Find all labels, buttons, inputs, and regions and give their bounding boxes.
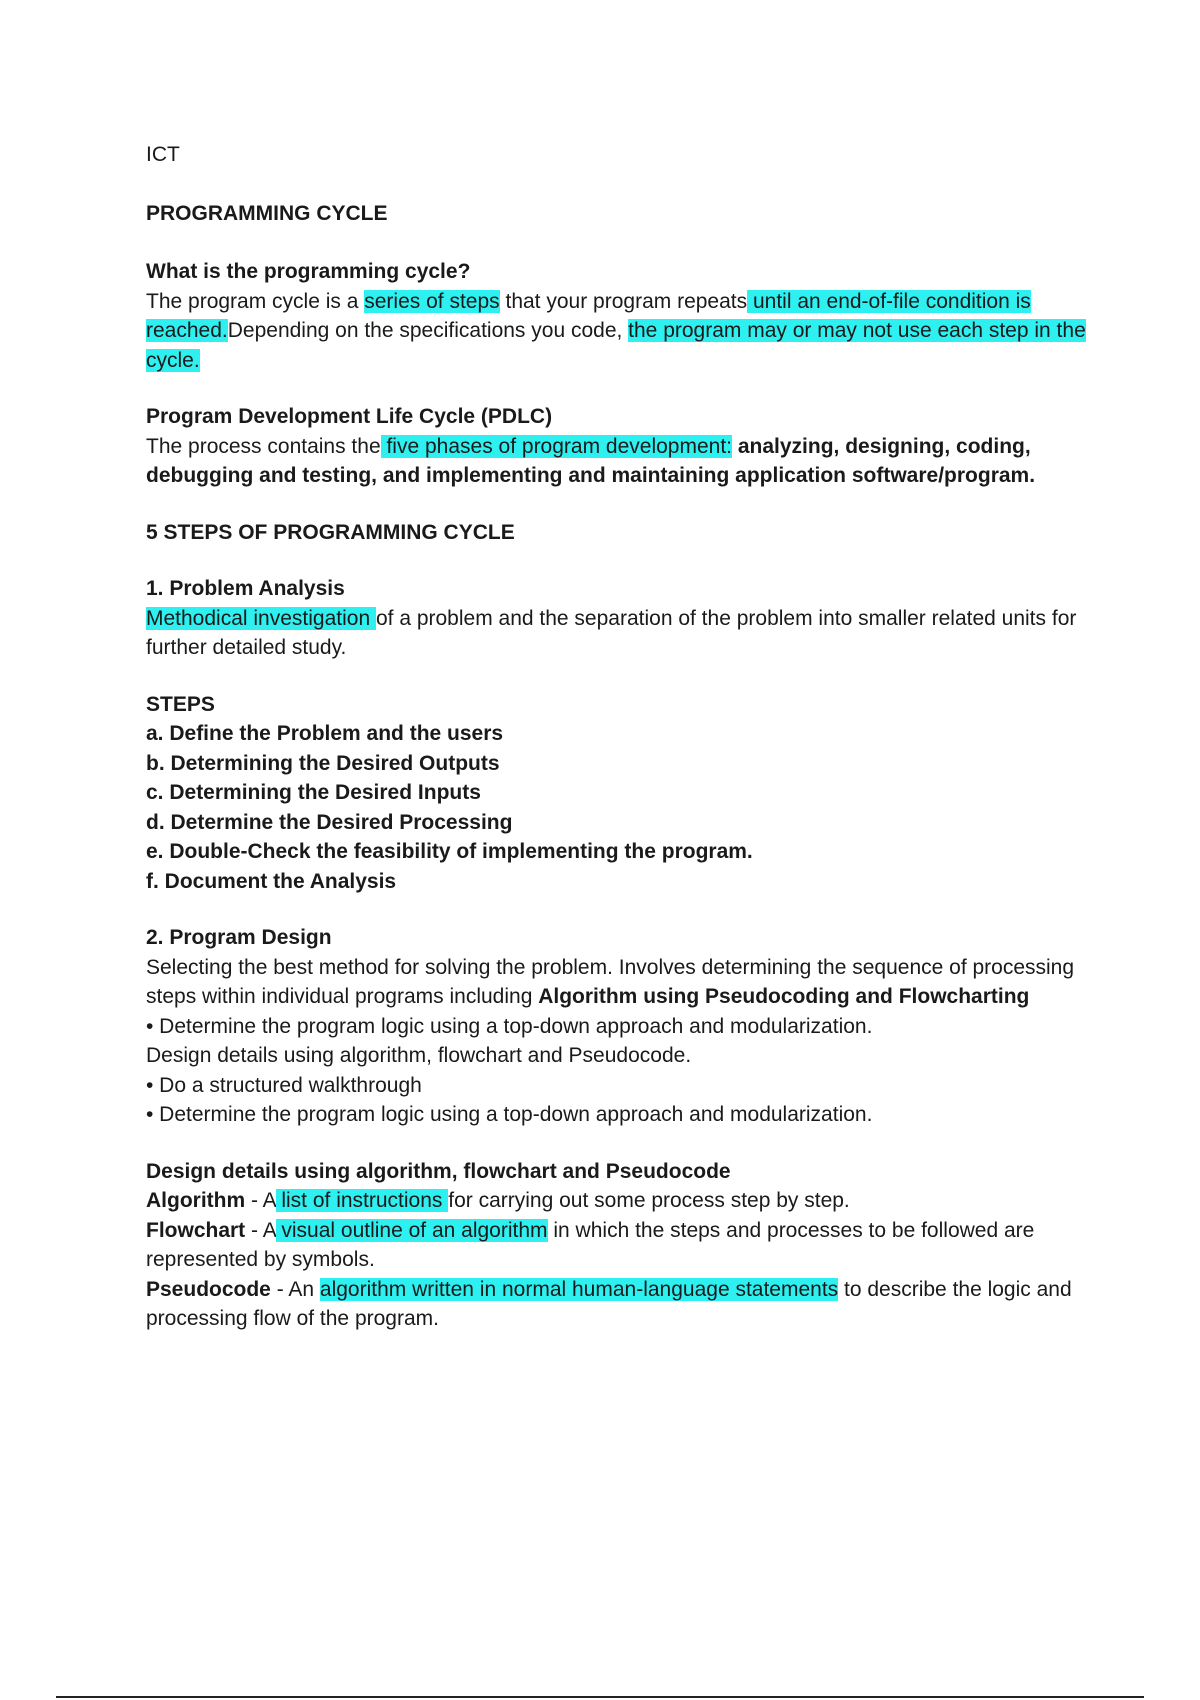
problem-analysis-paragraph <box>146 604 1106 663</box>
footer-divider <box>56 1696 1144 1698</box>
pseudocode-post: to describe the logic and processing flow of the program. <box>146 1277 1072 1330</box>
pdlc-phases-list: analyzing, designing, coding, debugging and testing, and implementing and maintaining application software/program. <box>146 434 1036 487</box>
design-bullet-4: • Determine the program logic using a top-down approach and modularization. <box>146 1103 873 1126</box>
step-item-e: e. Double-Check the feasibility of implementing the program. <box>146 840 753 863</box>
step-item-a: a. Define the Problem and the users <box>146 722 504 745</box>
pdlc-heading: Program Development Life Cycle (PDLC) <box>146 405 553 428</box>
subject-label: ICT <box>146 143 180 166</box>
algorithm-pre: - A <box>245 1189 276 1212</box>
highlight-algorithm-written: algorithm written in normal human-language statements <box>319 1277 839 1301</box>
highlight-may-or-may-not: the program may or may not use each step in the cycle. <box>146 319 1086 372</box>
program-design-heading: 2. Program Design <box>146 926 332 949</box>
pdlc-text-1: The process contains the <box>146 434 381 458</box>
pseudocode-pre: - An <box>270 1277 320 1301</box>
highlight-series-of-steps: series of steps <box>364 289 500 313</box>
page-title: PROGRAMMING CYCLE <box>146 201 388 225</box>
program-design-bold: Algorithm using Pseudocoding and Flowcharting <box>538 985 1030 1008</box>
step-item-b: b. Determining the Desired Outputs <box>146 751 500 775</box>
highlight-methodical-investigation: Methodical investigation <box>146 606 376 630</box>
what-is-heading: What is the programming cycle? <box>146 260 471 283</box>
what-is-text-2: that your program repeats <box>499 289 748 313</box>
what-is-text-3: Depending on the specifications you code, <box>227 319 629 342</box>
design-bullet-3: • Do a structured walkthrough <box>146 1073 422 1097</box>
steps-heading: STEPS <box>146 692 215 716</box>
highlight-five-phases: five phases of program development: <box>380 434 733 458</box>
flowchart-definition <box>146 1216 1106 1275</box>
step-item-c: c. Determining the Desired Inputs <box>146 781 481 804</box>
step-item-d: d. Determine the Desired Processing <box>146 810 513 834</box>
algorithm-term: Algorithm <box>146 1189 246 1212</box>
problem-analysis-heading: 1. Problem Analysis <box>146 577 345 600</box>
pseudocode-definition <box>146 1275 1106 1334</box>
highlight-visual-outline: visual outline of an algorithm <box>275 1218 548 1242</box>
program-design-paragraph <box>146 953 1106 1012</box>
highlight-list-of-instructions: list of instructions <box>275 1189 449 1212</box>
pseudocode-term: Pseudocode <box>146 1277 271 1301</box>
steps-section-title: 5 STEPS OF PROGRAMMING CYCLE <box>146 520 515 544</box>
step-item-f: f. Document the Analysis <box>146 869 397 893</box>
design-details-heading: Design details using algorithm, flowchart and Pseudocode <box>146 1159 731 1183</box>
document-page <box>146 140 1106 1334</box>
what-is-paragraph <box>146 287 1106 376</box>
flowchart-post: in which the steps and processes to be followed are represented by symbols. <box>146 1218 1035 1271</box>
algorithm-post: for carrying out some process step by step. <box>448 1189 850 1212</box>
design-bullet-1: • Determine the program logic using a top-down approach and modularization. <box>146 1014 873 1038</box>
what-is-text-1: The program cycle is a <box>146 289 365 313</box>
flowchart-pre: - A <box>245 1218 276 1242</box>
design-line-2: Design details using algorithm, flowchart and Pseudocode. <box>146 1044 692 1067</box>
problem-analysis-text: of a problem and the separation of the problem into smaller related units for further detailed study. <box>146 606 1077 659</box>
pdlc-paragraph <box>146 432 1106 491</box>
algorithm-definition <box>146 1186 1106 1216</box>
flowchart-term: Flowchart <box>146 1218 246 1242</box>
highlight-eof-condition: until an end-of-file condition is reached. <box>146 289 1031 342</box>
program-design-text: Selecting the best method for solving the problem. Involves determining the sequence of processing steps within individual programs including <box>146 955 1075 1008</box>
